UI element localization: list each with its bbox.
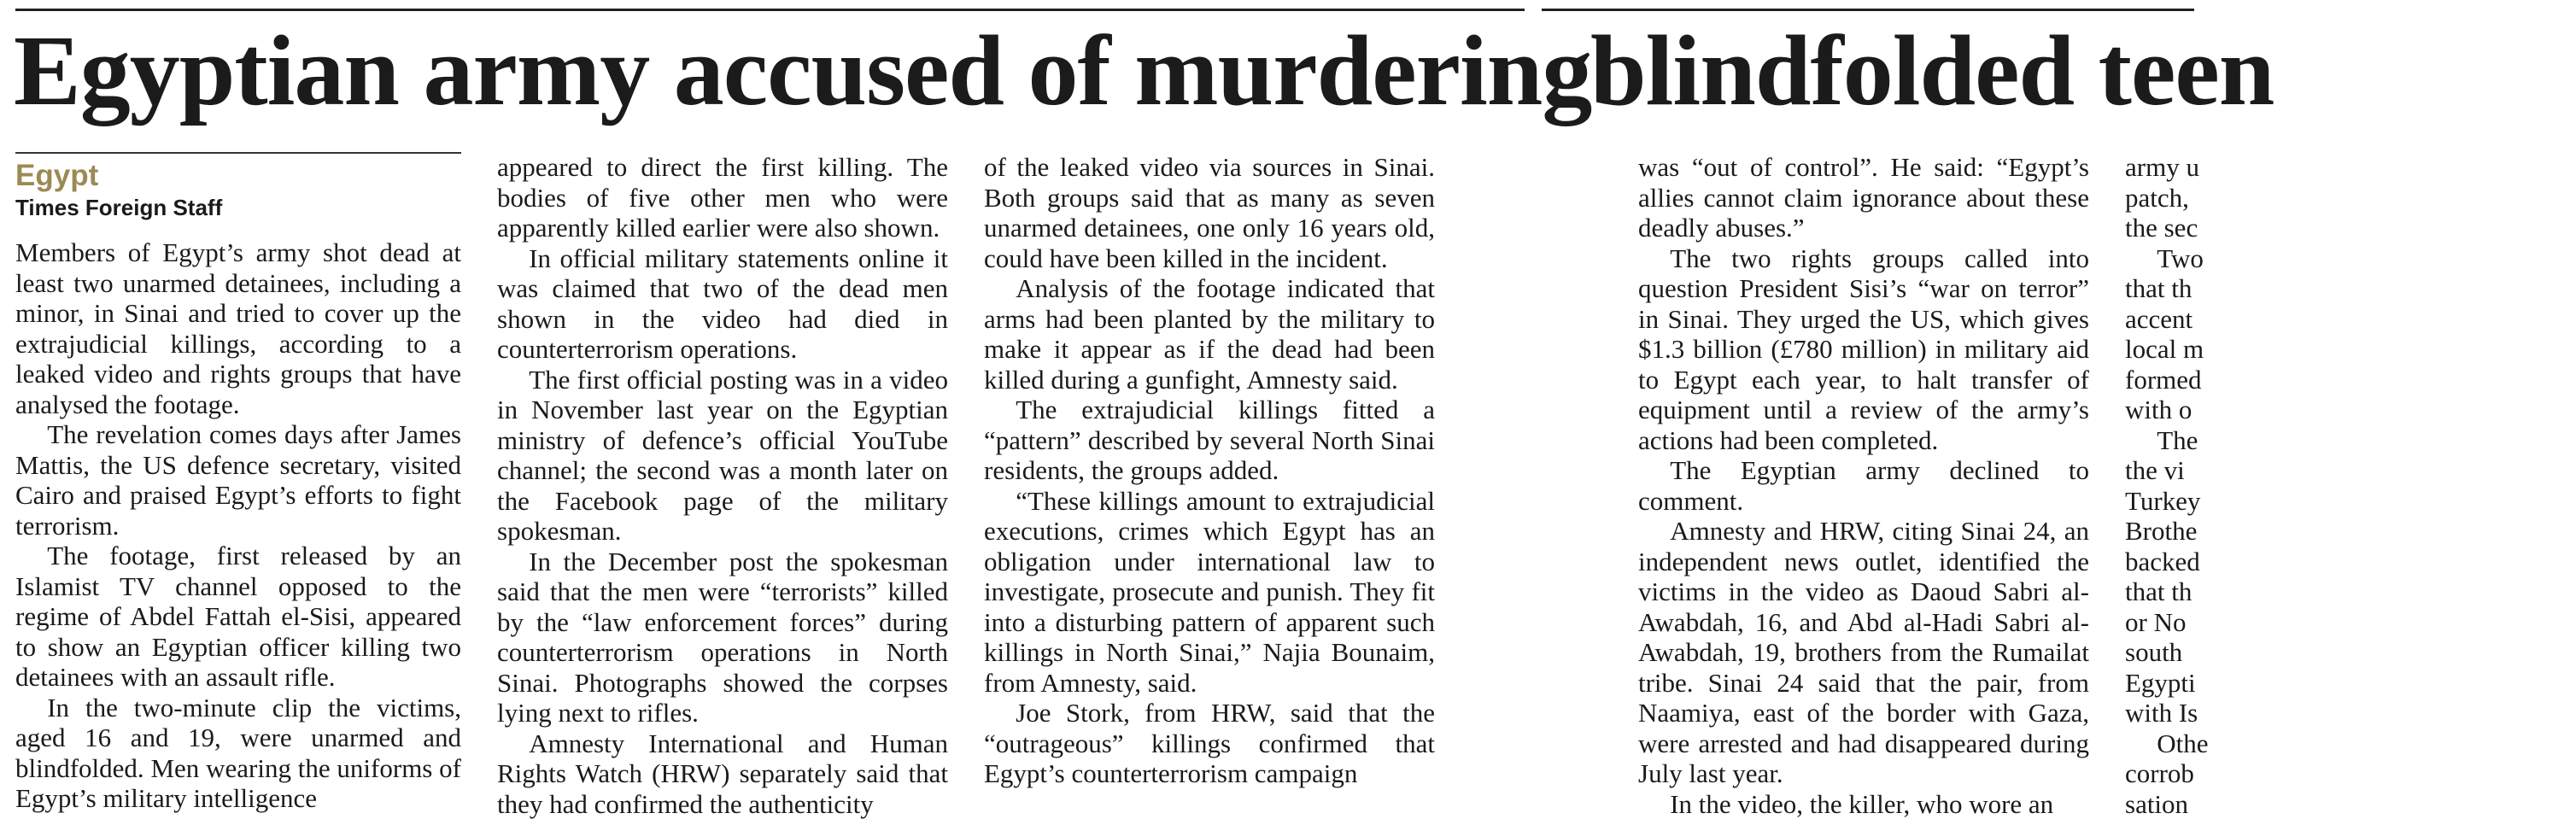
paragraph: The two rights groups called into question President Sisi’s “war on terror” in Sinai. They urged the US, which gives $1.3 billion (£780 million) in military aid to Egypt each year, to halt transfer of equipment until a review of the army’s actions had been completed.	[1638, 243, 2089, 456]
truncated-line: the sec	[2125, 213, 2576, 243]
truncated-line: backed	[2125, 547, 2576, 577]
paragraph: Amnesty and HRW, citing Sinai 24, an independent news outlet, identified the victims in the video as Daoud Sabri al-Awabdah, 16, and Abd al-Hadi Sabri al-Awabdah, 19, brothers from the Rumailat tribe. Sinai 24 said that the pair, from Naamiya, east of the border with Gaza, were arrested and had disappeared during July last year.	[1638, 516, 2089, 789]
byline: Times Foreign Staff	[15, 193, 461, 222]
truncated-line: that th	[2125, 576, 2576, 607]
truncated-line: Brothe	[2125, 516, 2576, 547]
paragraph: appeared to direct the first killing. The bodies of five other men who were apparently killed earlier were also shown.	[497, 152, 948, 243]
paragraph: The Egyptian army declined to comment.	[1638, 455, 2089, 516]
section-rule	[15, 152, 461, 154]
truncated-line: south	[2125, 637, 2576, 668]
truncated-line: formed	[2125, 365, 2576, 395]
paragraph: In official military statements online it was claimed that two of the dead men shown in the video had died in counterterrorism operations.	[497, 243, 948, 365]
truncated-line: Egypti	[2125, 668, 2576, 699]
truncated-line: Othe	[2125, 728, 2576, 759]
top-rule-right	[1542, 9, 2194, 11]
article-column-2	[497, 152, 948, 819]
headline-right: blindfolded teen	[1590, 15, 2274, 126]
paragraph: Analysis of the footage indicated that arms had been planted by the military to make it appear as if the dead had been killed during a gunfight, Amnesty said.	[984, 273, 1435, 395]
article-column-1	[15, 152, 461, 814]
paragraph: Joe Stork, from HRW, said that the “outrageous” killings confirmed that Egypt’s counterterrorism campaign	[984, 698, 1435, 789]
paragraph: “These killings amount to extrajudicial executions, crimes which Egypt has an obligation under international law to investigate, prosecute and punish. They fit into a disturbing pattern of apparent such killings in North Sinai,” Najia Bounaim, from Amnesty, said.	[984, 486, 1435, 699]
paragraph: The extrajudicial killings fitted a “pattern” described by several North Sinai residents, the groups added.	[984, 395, 1435, 486]
paragraph: In the two-minute clip the victims, aged 16 and 19, were unarmed and blindfolded. Men wearing the uniforms of Egypt’s military intelligence	[15, 693, 461, 814]
paragraph: of the leaked video via sources in Sinai. Both groups said that as many as seven unarmed detainees, one only 16 years old, could have been killed in the incident.	[984, 152, 1435, 273]
article-column-4	[1638, 152, 2089, 819]
article-column-3	[984, 152, 1435, 789]
truncated-line: that th	[2125, 273, 2576, 304]
truncated-line: local m	[2125, 334, 2576, 365]
headline-left: Egyptian army accused of murdering	[14, 15, 1591, 126]
paragraph: The first official posting was in a video in November last year on the Egyptian ministry of defence’s official YouTube channel; the second was a month later on the Facebook page of the military spokesman.	[497, 365, 948, 547]
paragraph: Amnesty International and Human Rights Watch (HRW) separately said that they had confirmed the authenticity	[497, 728, 948, 819]
truncated-line: patch,	[2125, 183, 2576, 214]
truncated-line: corrob	[2125, 758, 2576, 789]
paragraph: The revelation comes days after James Mattis, the US defence secretary, visited Cairo and praised Egypt’s efforts to fight terrorism.	[15, 419, 461, 541]
truncated-line: or No	[2125, 607, 2576, 638]
paragraph: In the December post the spokesman said that the men were “terrorists” killed by the “law enforcement forces” during counterterrorism operations in North Sinai. Photographs showed the corpses lying next to rifles.	[497, 547, 948, 728]
truncated-line: the vi	[2125, 455, 2576, 486]
truncated-line: The	[2125, 425, 2576, 456]
top-rule-left	[15, 9, 1525, 11]
truncated-line: army u	[2125, 152, 2576, 183]
paragraph: Members of Egypt’s army shot dead at least two unarmed detainees, including a minor, in Sinai and tried to cover up the extrajudicial killings, according to a leaked video and rights groups that have analysed the footage.	[15, 237, 461, 419]
truncated-line: Two	[2125, 243, 2576, 274]
article-column-5-truncated	[2125, 152, 2576, 819]
paragraph: was “out of control”. He said: “Egypt’s allies cannot claim ignorance about these deadly abuses.”	[1638, 152, 2089, 243]
truncated-line: Turkey	[2125, 486, 2576, 517]
truncated-line: accent	[2125, 304, 2576, 335]
paragraph: In the video, the killer, who wore an	[1638, 789, 2089, 819]
paragraph: The footage, first released by an Islamist TV channel opposed to the regime of Abdel Fattah el-Sisi, appeared to show an Egyptian officer killing two detainees with an assault rifle.	[15, 541, 461, 693]
truncated-line: sation	[2125, 789, 2576, 819]
truncated-line: with Is	[2125, 698, 2576, 728]
truncated-line: with o	[2125, 395, 2576, 425]
section-label: Egypt	[15, 159, 461, 193]
